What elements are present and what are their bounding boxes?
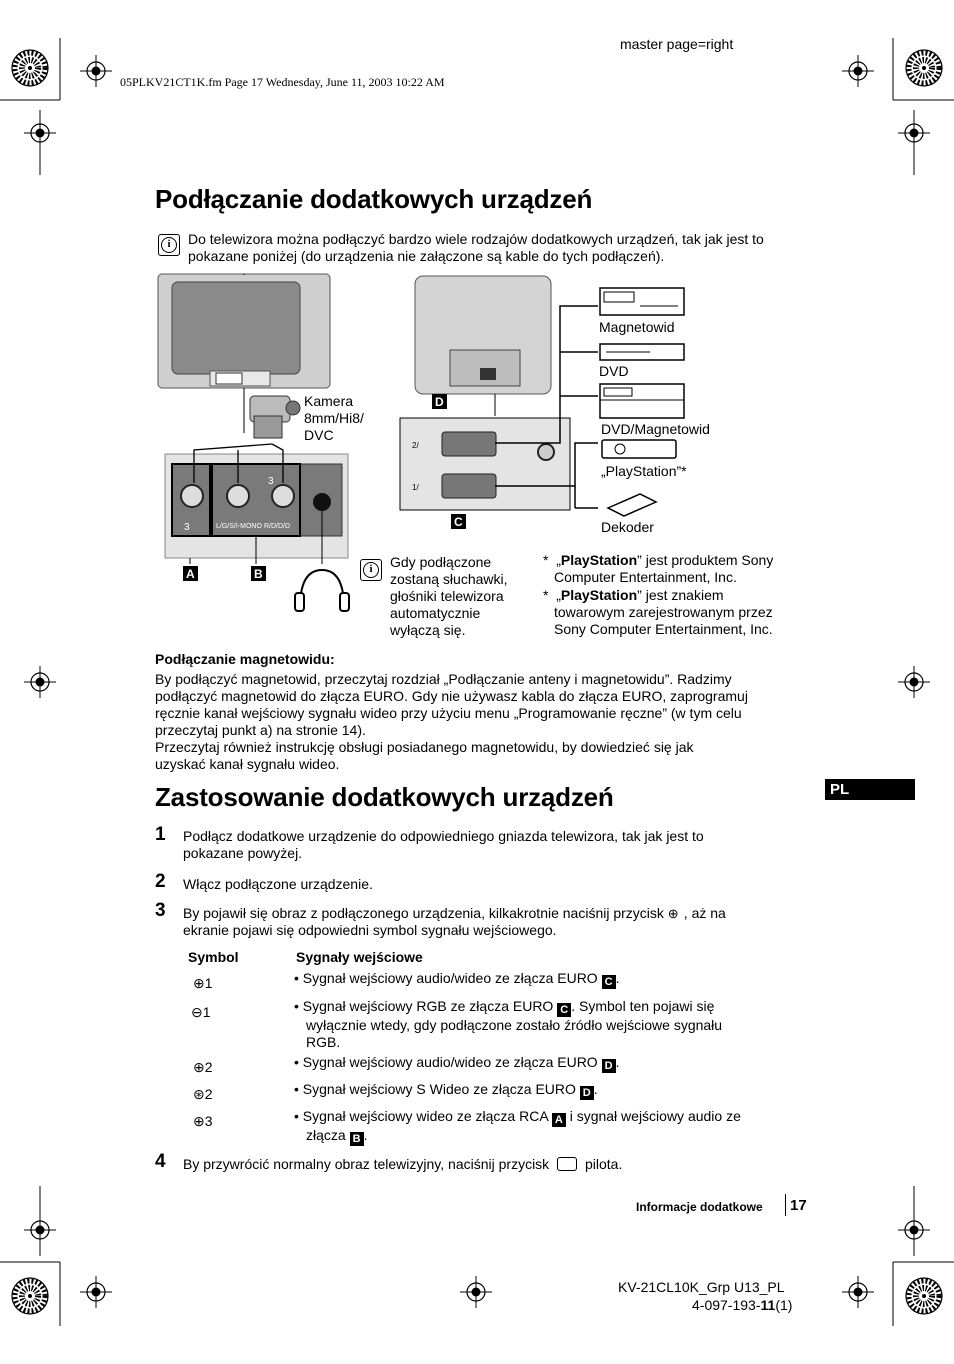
table-row: • Sygnał wejściowy wideo ze złącza RCA A i sygnał wejściowy audio ze złącza B .	[294, 1108, 741, 1145]
jack-in3-label: 3	[184, 522, 190, 533]
vcr-body: By podłączyć magnetowid, przeczytaj rozdział „Podłączanie anteny i magnetowidu”. Radzimy podłączyć magnetowid do złącza EURO. Gdy nie używasz kabla do złącza EURO, zaprogramuj ręcznie kanał wejściowy sygnału wideo przy użyciu menu „Programowanie ręczne” (w tym celu przeczytaj punkt a) na stronie 14). Przeczytaj również instrukcję obsługi posiadanego magnetowidu, by dowiedzieć się jak uzyskać kanał sygnału wideo.	[155, 671, 748, 772]
step-2-text: Włącz podłączone urządzenie.	[183, 876, 373, 892]
camcorder-illustration	[250, 396, 300, 438]
info-icon-headphones: i	[360, 559, 382, 581]
dvd-device-icon	[600, 344, 684, 360]
table-row-symbol: ⊖1	[191, 1004, 211, 1020]
jack-rdd-label: R/D/D/D	[264, 523, 291, 530]
intro-text: Do telewizora można podłączyć bardzo wiele rodzajów dodatkowych urządzeń, tak jak jest to pokazane poniżej (do urządzenia nie załączone są kable do tych podłączeń).	[188, 231, 764, 264]
scart2-label: 2/	[412, 441, 419, 450]
input-symbol-icon: ⊕	[193, 1113, 205, 1129]
step-3-text: By pojawił się obraz z podłączonego urządzenia, kilkakrotnie naciśnij przycisk ⊕ , aż na ekranie pojawi się odpowiedni symbol sygnału wejściowego.	[183, 905, 726, 938]
decoder-device-icon	[608, 494, 656, 516]
language-tab: PL	[825, 779, 915, 800]
footer-divider	[785, 1194, 786, 1216]
step-number-3: 3	[155, 900, 166, 921]
table-row-symbol: ⊕1	[193, 975, 213, 991]
headphones-icon	[295, 570, 349, 611]
camera-label-2: 8mm/Hi8/	[304, 410, 364, 426]
marker-c: C	[454, 515, 463, 529]
rgb-input-symbol-icon: ⊖	[191, 1004, 203, 1020]
step-number-2: 2	[155, 871, 166, 892]
step-1-text: Podłącz dodatkowe urządzenie do odpowiedniego gniazda telewizora, tak jak jest to pokazane powyżej.	[183, 828, 704, 861]
section-title-connecting: Podłączanie dodatkowych urządzeń	[155, 184, 593, 214]
vcr-device-icon	[600, 288, 684, 315]
table-row-symbol: ⊕2	[193, 1059, 213, 1075]
table-header-signals: Sygnały wejściowe	[296, 949, 423, 965]
input-button-icon: ⊕	[667, 906, 679, 921]
section-title-usage: Zastosowanie dodatkowych urządzeń	[155, 782, 614, 812]
table-row-symbol: ⊕3	[193, 1113, 213, 1129]
tv-rear-illustration	[415, 276, 551, 394]
step-number-4: 4	[155, 1151, 166, 1172]
info-icon: i	[158, 234, 180, 256]
step-4-text: By przywrócić normalny obraz telewizyjny, naciśnij przycisk pilota.	[183, 1156, 623, 1172]
model-code: KV-21CL10K_Grp U13_PL	[618, 1279, 785, 1295]
master-page-note: master page=right	[620, 36, 734, 52]
camera-label-3: DVC	[304, 427, 334, 443]
input-symbol-icon: ⊕	[193, 1059, 205, 1075]
device-label-playstation: „PlayStation”*	[601, 463, 687, 479]
table-row-symbol: ⊛2	[193, 1086, 213, 1102]
front-panel	[165, 444, 348, 564]
page-number: 17	[790, 1197, 807, 1214]
table-row: • Sygnał wejściowy audio/wideo ze złącza EURO D .	[294, 1054, 620, 1072]
marker-d: D	[435, 395, 444, 409]
device-label-vcr: Magnetowid	[599, 319, 675, 335]
jack-in3b-label: 3	[268, 476, 274, 487]
table-row: • Sygnał wejściowy audio/wideo ze złącza EURO C .	[294, 970, 620, 988]
s-video-symbol-icon: ⊛	[193, 1086, 205, 1102]
footnote-1: * „PlayStation” jest produktem Sony Computer Entertainment, Inc.	[543, 552, 774, 585]
headphone-note: Gdy podłączone zostaną słuchawki, głośniki telewizora automatycznie wyłączą się.	[390, 554, 508, 638]
marker-b: B	[254, 567, 263, 581]
scart1-label: 1/	[412, 483, 419, 492]
camera-label-1: Kamera	[304, 393, 354, 409]
file-info: 05PLKV21CT1K.fm Page 17 Wednesday, June 11, 2003 10:22 AM	[120, 75, 445, 89]
table-header-symbol: Symbol	[188, 949, 239, 965]
dvd-vcr-device-icon	[600, 384, 684, 418]
playstation-device-icon	[602, 440, 676, 458]
step-number-1: 1	[155, 824, 166, 845]
part-code: 4-097-193-11(1)	[692, 1297, 793, 1313]
input-symbol-icon: ⊕	[193, 975, 205, 991]
marker-a: A	[186, 567, 195, 581]
jack-lgs-label: L/G/S/I-MONO	[216, 523, 262, 530]
vcr-heading: Podłączanie magnetowidu:	[155, 651, 335, 667]
table-row: • Sygnał wejściowy S Wideo ze złącza EURO D .	[294, 1081, 598, 1099]
device-label-decoder: Dekoder	[601, 519, 654, 535]
footer-section: Informacje dodatkowe	[636, 1200, 763, 1214]
table-row: • Sygnał wejściowy RGB ze złącza EURO C . Symbol ten pojawi się wyłącznie wtedy, gdy podłączone zostało źródło wejściowe sygnału RGB.	[294, 998, 723, 1050]
device-label-dvd-vcr: DVD/Magnetowid	[601, 421, 710, 437]
tv-button-icon	[557, 1157, 577, 1171]
rear-panel	[400, 418, 570, 510]
footnote-2: * „PlayStation” jest znakiem towarowym zarejestrowanym przez Sony Computer Entertainment, Inc.	[543, 587, 773, 637]
device-label-dvd: DVD	[599, 363, 629, 379]
tv-front-illustration	[158, 274, 330, 388]
